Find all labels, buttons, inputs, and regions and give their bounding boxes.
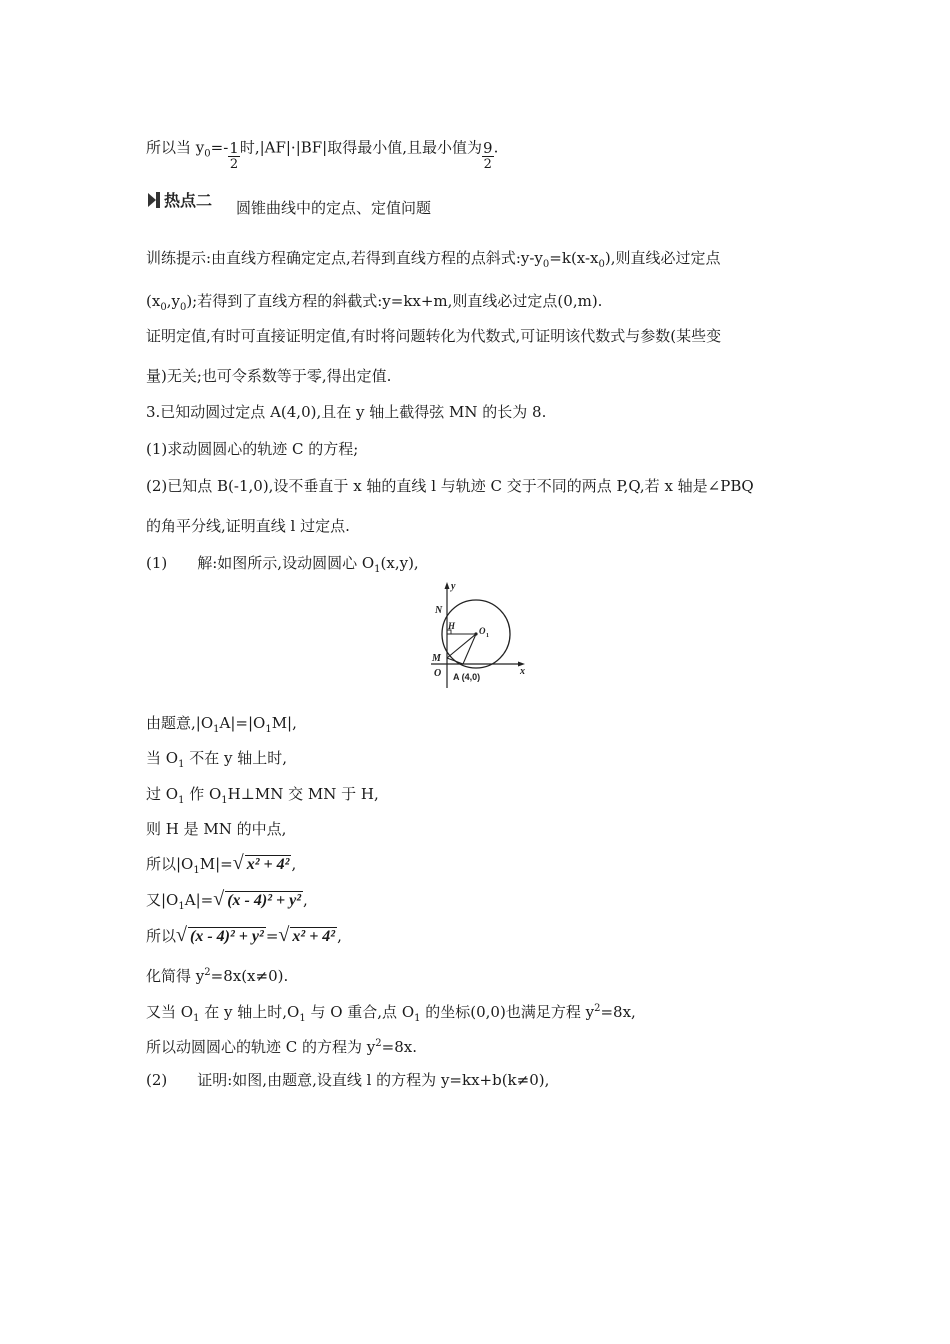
tip-line-2 [146,291,602,318]
denominator: 2 [483,157,492,172]
text: A|=|O [219,714,266,732]
step-5 [146,854,296,881]
text: =- [210,138,229,157]
text: 又|O [146,891,179,909]
radicand: x² + 4² [246,856,290,873]
text: 所以 [146,927,177,945]
superscript: 2 [204,967,211,978]
question-3: 3.已知动圆过定点 A(4,0),且在 y 轴上截得弦 MN 的长为 8. [146,403,547,421]
point-m-label: M [432,653,441,664]
text: M|, [271,714,297,732]
radical: √ x² + 4² [278,924,336,946]
text: . [493,138,499,157]
numerator: 1 [229,139,239,157]
text: 时,|AF|·|BF|取得最小值,且最小值为 [239,138,483,157]
subscript: 1 [299,1013,306,1024]
part-number: (2) [146,1071,168,1089]
tip-line-1 [146,248,721,275]
superscript: 2 [594,1003,601,1014]
text: , [337,927,342,945]
text: ),则直线必过定点 [604,249,721,267]
subscript: 1 [178,759,185,770]
step-7 [146,926,342,947]
subscript: 1 [178,901,185,912]
step-3 [146,784,379,811]
step-1 [146,713,297,740]
text: , [291,855,297,873]
text: 所以|O [146,855,194,873]
tip-line-3: 证明定值,有时可直接证明定值,有时将问题转化为代数式,可证明该代数式与参数(某些变 [146,327,722,345]
text: 当 O [146,749,179,767]
badge-label: 热点二 [164,191,213,210]
text: 证明:如图,由题意,设直线 l 的方程为 y=kx+b(k≠0), [197,1071,550,1089]
subscript: 1 [414,1013,421,1024]
question-3-part-2b: 的角平分线,证明直线 l 过定点. [146,517,350,535]
text: A|= [184,891,214,909]
point-a-label: A (4,0) [453,672,481,682]
radicand: (x - 4)² + y² [190,928,264,945]
subscript: 0 [598,259,605,270]
tip-line-4: 量)无关;也可令系数等于零,得出定值. [146,367,392,385]
text: 的坐标(0,0)也满足方程 y [420,1003,595,1021]
text: M|= [199,855,233,873]
subscript: 0 [179,302,187,313]
section-title: 圆锥曲线中的定点、定值问题 [236,199,432,217]
radical: √ x² + 4² [232,852,290,874]
circle-diagram [425,580,529,690]
text: =8x(x≠0). [210,967,289,985]
text: 过 O [146,785,179,803]
step-6 [146,890,308,917]
subscript: 1 [213,724,220,735]
fraction-half [228,140,240,173]
point-o1-label: O [479,626,486,636]
text: ,y [166,292,180,310]
question-3-part-2a: (2)已知点 B(-1,0),设不垂直于 x 轴的直线 l 与轨迹 C 交于不同的两点 P,Q,若 x 轴是∠PBQ [146,477,754,495]
subscript: 1 [193,1013,200,1024]
text: 解:如图所示,设动圆圆心 O [197,554,375,572]
text: 所以动圆圆心的轨迹 C 的方程为 y [146,1038,376,1056]
text: 由题意,|O [146,714,214,732]
text: 训练提示:由直线方程确定定点,若得到直线方程的点斜式:y-y [146,249,543,267]
question-3-part-1: (1)求动圆圆心的轨迹 C 的方程; [146,440,359,458]
step-10 [146,1034,417,1057]
radicand: (x - 4)² + y² [227,892,301,909]
subscript: 0 [542,259,550,270]
subscript: 1 [178,795,185,806]
badge-icon [146,188,232,212]
subscript: 1 [221,795,228,806]
circle-figure [425,580,529,690]
radical: √ (x - 4)² + y² [176,924,264,946]
text: =k(x-x [549,249,599,267]
min-value-line [146,132,499,172]
step-8 [146,963,288,986]
y-axis-label: y [451,581,456,592]
text: 不在 y 轴上时, [184,749,288,767]
subscript: 1 [374,564,381,575]
part-number: (1) [146,554,168,572]
text: 作 O [184,785,222,803]
x-axis-label: x [520,666,525,677]
text: H⊥MN 交 MN 于 H, [227,785,379,803]
text: (x,y), [380,554,419,572]
superscript: 2 [375,1038,382,1049]
subscript: 0 [160,302,167,313]
subscript: 1 [193,865,200,876]
text: 又当 O [146,1003,194,1021]
radical: √ (x - 4)² + y² [213,888,301,910]
radicand: x² + 4² [292,928,336,945]
text: 在 y 轴上时,O [199,1003,300,1021]
text: 所以当 y [146,138,205,157]
origin-label: O [434,668,442,679]
step-4: 则 H 是 MN 的中点, [146,820,287,838]
text: 与 O 重合,点 O [305,1003,415,1021]
point-n-label: N [435,605,443,616]
step-9 [146,999,636,1029]
text: , [303,891,308,909]
point-h-label: H [448,621,456,631]
text: (x [146,292,161,310]
step-2 [146,748,287,775]
subscript: 0 [204,148,211,160]
text: =8x. [381,1038,417,1056]
subscript: 1 [265,724,272,735]
text: = [265,927,279,945]
numerator: 9 [483,139,493,157]
text: );若得到了直线方程的斜截式:y=kx+m,则直线必过定点(0,m). [186,292,603,310]
point-o1-subscript: 1 [486,633,489,639]
hot-point-badge [146,188,232,212]
solution-1-intro [146,553,419,580]
solution-2-intro [146,1070,549,1090]
text: =8x, [600,1003,636,1021]
denominator: 2 [229,157,239,172]
fraction-nine-halves [482,140,494,173]
text: 化简得 y [146,967,205,985]
